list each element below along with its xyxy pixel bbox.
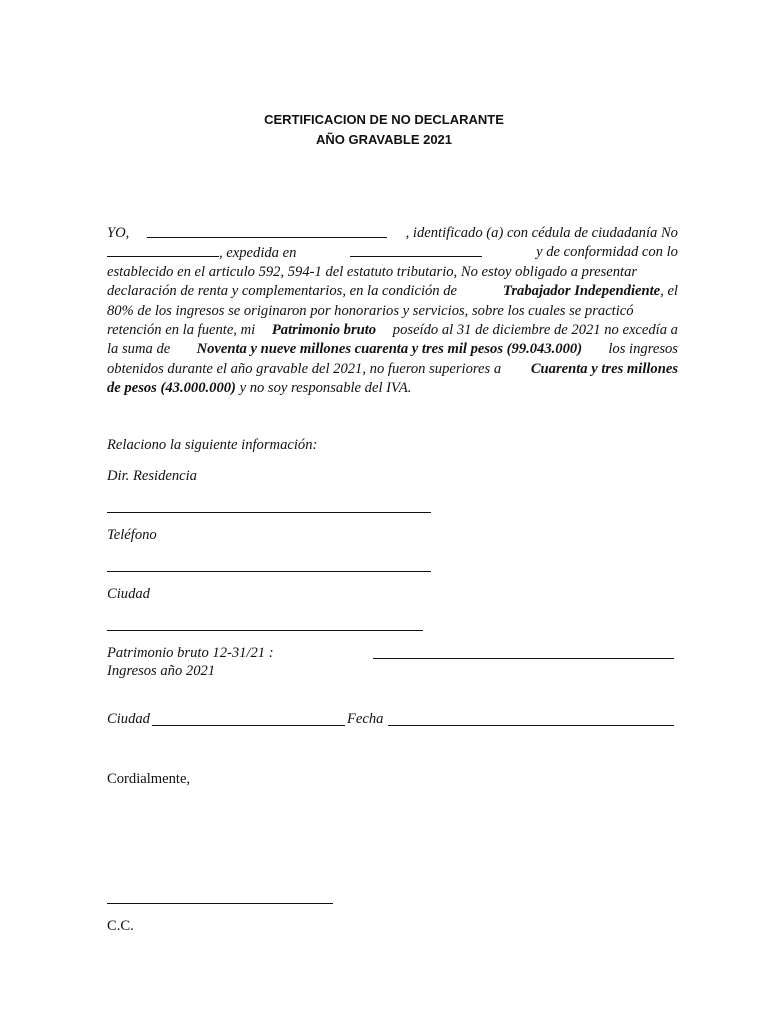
income-amount-bold: Cuarenta y tres millones	[530, 360, 678, 377]
paragraph-line-2-start: , expedida en	[219, 245, 297, 262]
city-line	[107, 630, 423, 631]
patrimonio-label: Patrimonio bruto 12-31/21 :	[107, 645, 274, 661]
paragraph-line-7-start: la suma de	[107, 341, 171, 358]
income-amount-bold-cont: de pesos (43.000.000)	[107, 380, 236, 397]
info-intro: Relaciono la siguiente información:	[107, 437, 318, 453]
paragraph-line-7-end: los ingresos	[608, 341, 678, 358]
signature-line	[107, 903, 333, 904]
document-subtitle: AÑO GRAVABLE 2021	[315, 132, 453, 147]
closing-text: Cordialmente,	[107, 771, 191, 787]
residence-label: Dir. Residencia	[107, 468, 197, 484]
city-sign-label: Ciudad	[107, 711, 150, 727]
issued-in-blank	[350, 243, 482, 257]
paragraph-line-1-end: , identificado (a) con cédula de ciudadanía No	[405, 225, 678, 241]
phone-label: Teléfono	[107, 527, 157, 543]
paragraph-line-1-start: YO,	[107, 225, 130, 241]
worker-type-bold: Trabajador Independiente	[503, 283, 661, 300]
patrimonio-amount-bold: Noventa y nueve millones cuarenta y tres mil pesos (99.043.000)	[196, 341, 583, 358]
paragraph-line-4-start: declaración de renta y complementarios, en la condición de	[107, 283, 458, 300]
residence-line	[107, 512, 431, 513]
paragraph-line-5: 80% de los ingresos se originaron por honorarios y servicios, sobre los cuales se practicó	[107, 302, 634, 319]
paragraph-line-8-start: obtenidos durante el año gravable del 2021, no fueron superiores a	[107, 360, 502, 377]
date-label: Fecha	[347, 711, 384, 727]
paragraph-line-6-end: poseído al 31 de diciembre de 2021 no excedía a	[392, 321, 678, 338]
city-label: Ciudad	[107, 586, 150, 602]
phone-line	[107, 571, 431, 572]
paragraph-line-2-end: y de conformidad con lo	[536, 244, 678, 261]
cc-label: C.C.	[107, 918, 134, 934]
patrimonio-bold: Patrimonio bruto	[271, 321, 377, 338]
patrimonio-line	[373, 658, 674, 659]
paragraph-line-6-start: retención en la fuente, mi	[107, 321, 256, 338]
document-title: CERTIFICACION DE NO DECLARANTE	[264, 112, 504, 127]
ingresos-label: Ingresos año 2021	[107, 663, 216, 679]
paragraph-line-4-end: , el	[660, 283, 678, 300]
paragraph-line-9-end: y no soy responsable del IVA.	[239, 380, 412, 397]
paragraph-line-3: establecido en el articulo 592, 594-1 del estatuto tributario, No estoy obligado a presentar	[107, 263, 638, 280]
id-number-blank	[107, 243, 219, 257]
declaration-paragraph	[107, 224, 678, 399]
city-sign-line	[152, 725, 345, 726]
name-blank	[147, 224, 387, 238]
date-line	[388, 725, 674, 726]
